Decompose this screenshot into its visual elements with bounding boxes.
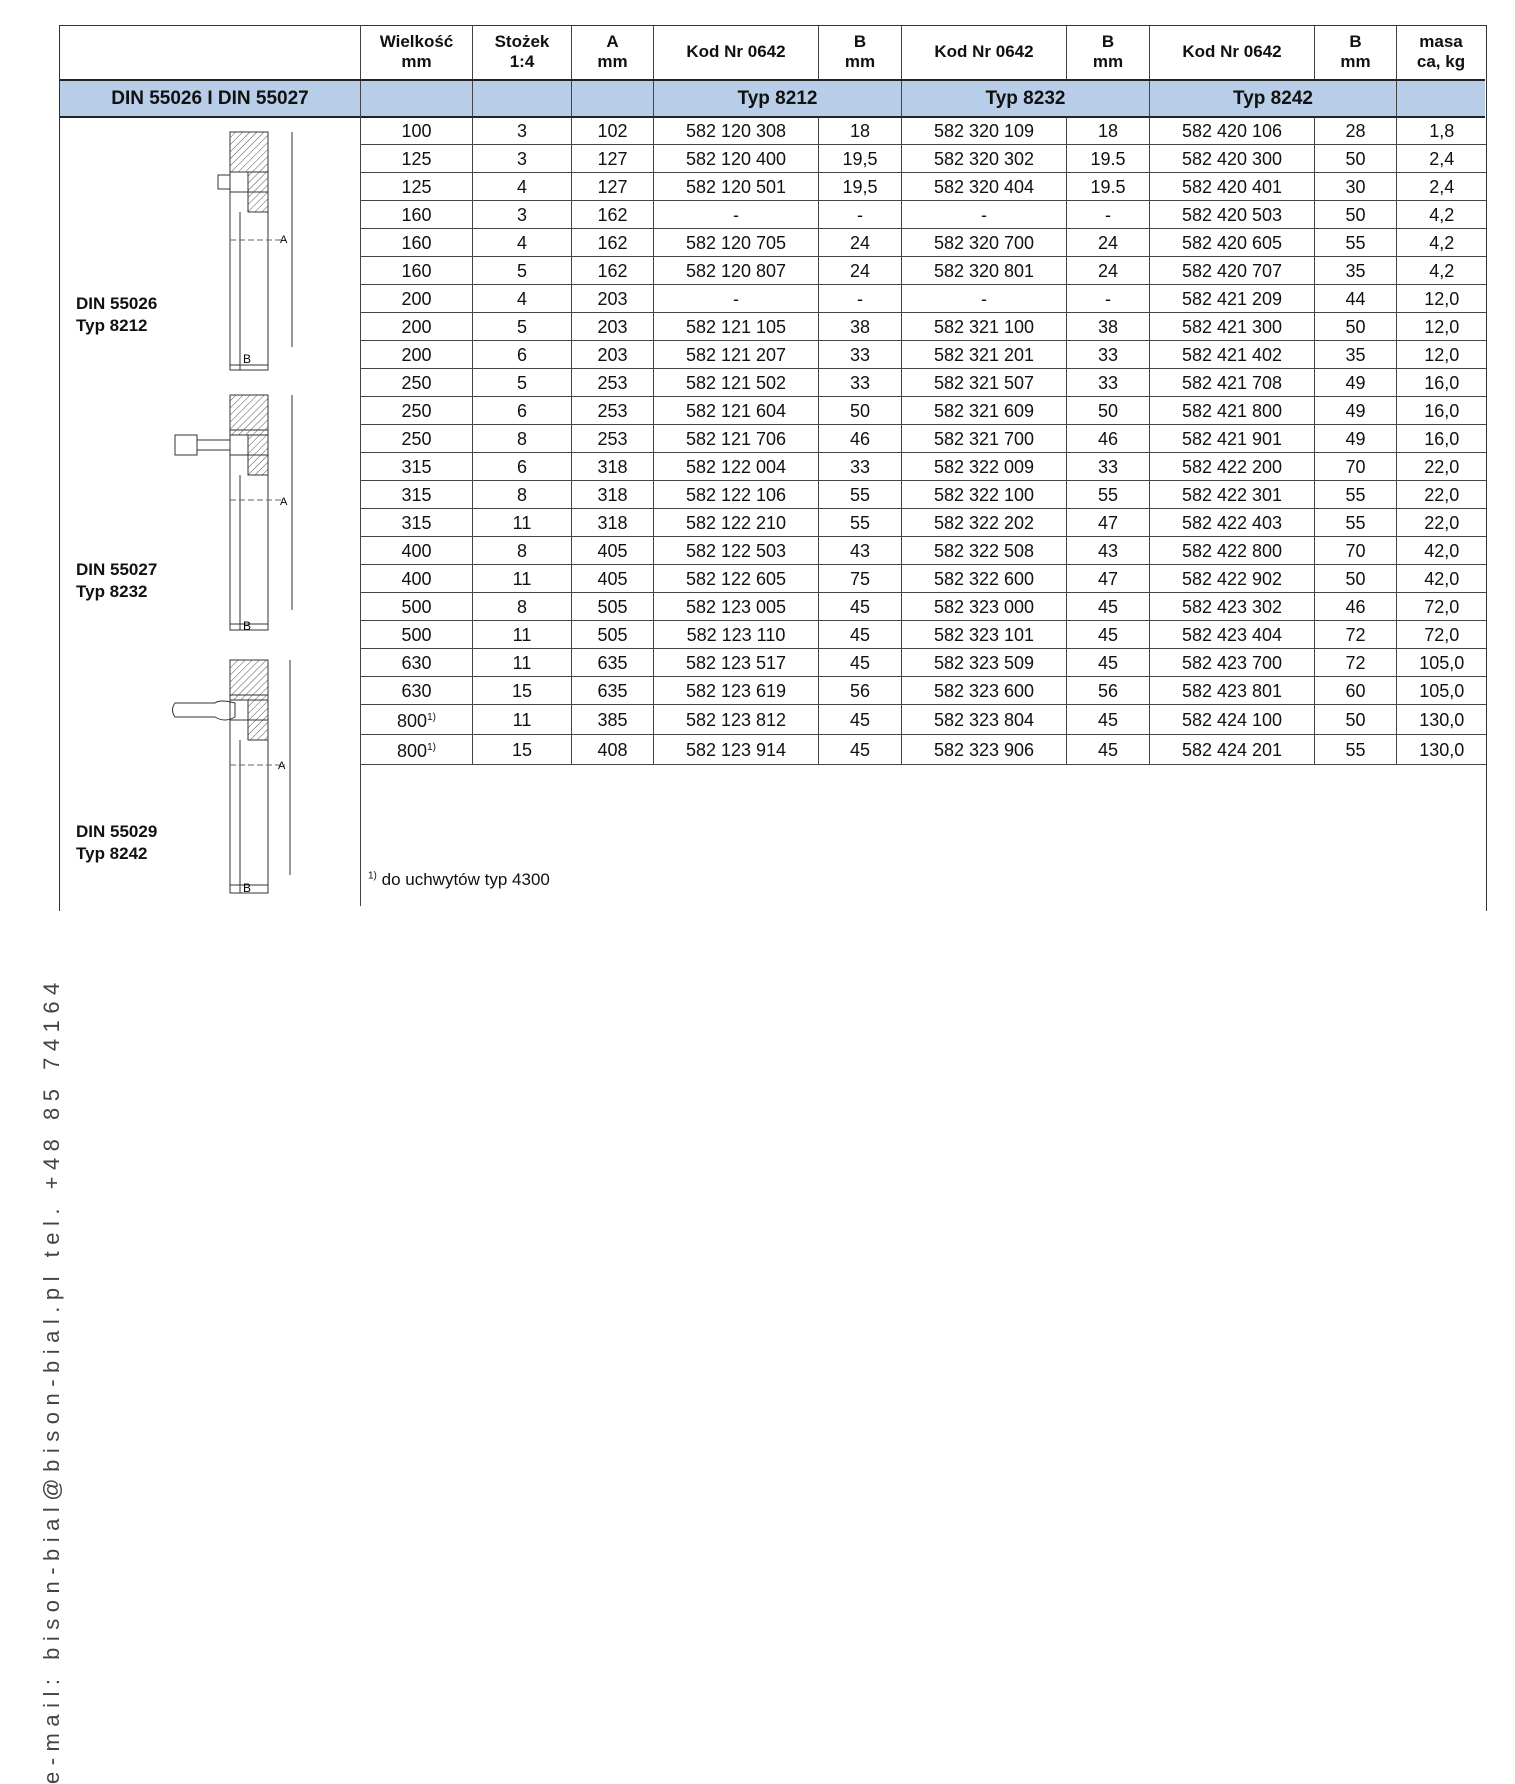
drawing-label-3: DIN 55029 Typ 8242 — [76, 822, 158, 863]
cell-size: 250 — [361, 397, 473, 425]
row-footnote-mark: 1) — [427, 742, 436, 753]
cell-a: 162 — [572, 257, 654, 285]
cell-code-8232: 582 323 101 — [902, 621, 1067, 649]
cell-a: 162 — [572, 229, 654, 257]
contact-side-text — [3, 0, 64, 1784]
header-size: Wielkość mm — [360, 25, 472, 79]
table-header — [60, 25, 1485, 81]
cell-code-8242: 582 422 902 — [1150, 565, 1315, 593]
band-empty — [1396, 81, 1485, 116]
cell-b-8242: 60 — [1315, 677, 1397, 705]
cell-a: 635 — [572, 677, 654, 705]
cell-b-8232: 50 — [1067, 397, 1150, 425]
cell-code-8212: 582 120 705 — [654, 229, 819, 257]
cell-a: 253 — [572, 425, 654, 453]
dim-a-1: A — [280, 234, 288, 246]
cell-b-8212: 19,5 — [819, 145, 902, 173]
cell-a: 253 — [572, 397, 654, 425]
cell-code-8212: 582 121 502 — [654, 369, 819, 397]
cell-a: 203 — [572, 341, 654, 369]
cell-code-8212: 582 123 914 — [654, 735, 819, 765]
cell-code-8232: 582 320 404 — [902, 173, 1067, 201]
cell-b-8232: 45 — [1067, 649, 1150, 677]
cell-code-8242: 582 422 301 — [1150, 481, 1315, 509]
table-row — [361, 735, 1487, 765]
cell-taper: 6 — [473, 397, 572, 425]
cell-code-8232: 582 322 600 — [902, 565, 1067, 593]
cell-mass: 16,0 — [1397, 425, 1487, 453]
cell-size: 125 — [361, 145, 473, 173]
cell-taper: 5 — [473, 257, 572, 285]
cell-b-8212: 56 — [819, 677, 902, 705]
cell-b-8242: 49 — [1315, 369, 1397, 397]
cell-code-8242: 582 421 209 — [1150, 285, 1315, 313]
cell-size: 100 — [361, 117, 473, 145]
cell-mass: 42,0 — [1397, 537, 1487, 565]
cell-size: 400 — [361, 537, 473, 565]
band-empty — [360, 81, 472, 116]
cell-b-8212: 50 — [819, 397, 902, 425]
cell-code-8242: 582 421 800 — [1150, 397, 1315, 425]
cell-b-8232: 24 — [1067, 229, 1150, 257]
header-taper: Stożek 1:4 — [472, 25, 571, 79]
cell-b-8232: 33 — [1067, 369, 1150, 397]
cell-size: 160 — [361, 257, 473, 285]
cell-b-8242: 44 — [1315, 285, 1397, 313]
cell-b-8212: 55 — [819, 509, 902, 537]
cell-mass: 4,2 — [1397, 257, 1487, 285]
cell-a: 405 — [572, 565, 654, 593]
cell-mass: 72,0 — [1397, 593, 1487, 621]
cell-a: 253 — [572, 369, 654, 397]
cell-a: 318 — [572, 453, 654, 481]
cell-code-8232: 582 323 906 — [902, 735, 1067, 765]
cell-b-8242: 30 — [1315, 173, 1397, 201]
flange-drawing-1 — [200, 125, 310, 375]
cell-size: 400 — [361, 565, 473, 593]
cell-b-8232: 45 — [1067, 735, 1150, 765]
band-empty — [571, 81, 653, 116]
cell-taper: 11 — [473, 509, 572, 537]
cell-b-8212: 33 — [819, 369, 902, 397]
cell-b-8212: 18 — [819, 117, 902, 145]
cell-code-8242: 582 423 801 — [1150, 677, 1315, 705]
cell-b-8212: 55 — [819, 481, 902, 509]
cell-taper: 15 — [473, 735, 572, 765]
cell-size: 200 — [361, 341, 473, 369]
cell-taper: 11 — [473, 565, 572, 593]
cell-taper: 11 — [473, 621, 572, 649]
cell-b-8212: 19,5 — [819, 173, 902, 201]
cell-mass: 22,0 — [1397, 453, 1487, 481]
cell-b-8212: 43 — [819, 537, 902, 565]
cell-mass: 16,0 — [1397, 369, 1487, 397]
cell-b-8232: 19.5 — [1067, 145, 1150, 173]
cell-a: 203 — [572, 313, 654, 341]
cell-size: 315 — [361, 453, 473, 481]
cell-b-8232: 55 — [1067, 481, 1150, 509]
table-row — [361, 621, 1487, 649]
cell-b-8242: 49 — [1315, 397, 1397, 425]
cell-code-8242: 582 421 708 — [1150, 369, 1315, 397]
cell-b-8212: 24 — [819, 229, 902, 257]
cell-b-8232: 56 — [1067, 677, 1150, 705]
table-row — [361, 397, 1487, 425]
cell-code-8242: 582 423 700 — [1150, 649, 1315, 677]
footnote-text: do uchwytów typ 4300 — [381, 870, 550, 889]
contact-text: e-mail: bison-bial@bison-bial.pl tel. +48 85 74164 — [39, 976, 64, 1784]
cell-mass: 72,0 — [1397, 621, 1487, 649]
cell-mass: 130,0 — [1397, 705, 1487, 735]
cell-a: 385 — [572, 705, 654, 735]
cell-code-8212: 582 121 604 — [654, 397, 819, 425]
flange-drawing-2 — [170, 390, 310, 640]
cell-code-8232: 582 320 801 — [902, 257, 1067, 285]
table-row — [361, 509, 1487, 537]
cell-b-8242: 50 — [1315, 565, 1397, 593]
cell-b-8212: 24 — [819, 257, 902, 285]
cell-b-8232: 45 — [1067, 593, 1150, 621]
table-row — [361, 537, 1487, 565]
table-row — [361, 229, 1487, 257]
cell-b-8212: - — [819, 201, 902, 229]
cell-taper: 8 — [473, 593, 572, 621]
cell-size: 315 — [361, 481, 473, 509]
cell-b-8232: 19.5 — [1067, 173, 1150, 201]
table-row — [361, 649, 1487, 677]
cell-taper: 3 — [473, 117, 572, 145]
table-row — [361, 341, 1487, 369]
dim-b-3: B — [243, 881, 252, 895]
type-band — [60, 81, 1485, 118]
table-row — [361, 565, 1487, 593]
cell-mass: 4,2 — [1397, 201, 1487, 229]
cell-code-8232: 582 321 507 — [902, 369, 1067, 397]
drawing-label-2: DIN 55027 Typ 8232 — [76, 560, 158, 601]
cell-b-8242: 72 — [1315, 621, 1397, 649]
band-type-3: Typ 8242 — [1149, 81, 1396, 116]
header-b-1: B mm — [818, 25, 901, 79]
header-a: A mm — [571, 25, 653, 79]
cell-a: 408 — [572, 735, 654, 765]
cell-taper: 8 — [473, 425, 572, 453]
cell-b-8242: 55 — [1315, 229, 1397, 257]
cell-code-8232: 582 322 009 — [902, 453, 1067, 481]
cell-code-8212: 582 121 207 — [654, 341, 819, 369]
header-code-2: Kod Nr 0642 — [901, 25, 1066, 79]
cell-b-8242: 35 — [1315, 257, 1397, 285]
cell-size: 500 — [361, 593, 473, 621]
cell-code-8212: 582 122 210 — [654, 509, 819, 537]
cell-mass: 22,0 — [1397, 481, 1487, 509]
cell-code-8212: 582 122 004 — [654, 453, 819, 481]
cell-b-8212: 33 — [819, 341, 902, 369]
cell-taper: 3 — [473, 201, 572, 229]
cell-mass: 16,0 — [1397, 397, 1487, 425]
cell-size: 200 — [361, 285, 473, 313]
cell-b-8242: 70 — [1315, 537, 1397, 565]
cell-code-8232: 582 320 109 — [902, 117, 1067, 145]
cell-mass: 12,0 — [1397, 341, 1487, 369]
cell-b-8212: 75 — [819, 565, 902, 593]
cell-code-8242: 582 422 200 — [1150, 453, 1315, 481]
table-row — [361, 173, 1487, 201]
cell-b-8232: 24 — [1067, 257, 1150, 285]
cell-size: 630 — [361, 677, 473, 705]
table-row — [361, 285, 1487, 313]
cell-code-8242: 582 424 100 — [1150, 705, 1315, 735]
cell-taper: 6 — [473, 341, 572, 369]
cell-b-8242: 50 — [1315, 705, 1397, 735]
cell-taper: 15 — [473, 677, 572, 705]
cell-size: 250 — [361, 369, 473, 397]
cell-code-8212: 582 123 110 — [654, 621, 819, 649]
cell-code-8232: 582 321 609 — [902, 397, 1067, 425]
cell-b-8242: 46 — [1315, 593, 1397, 621]
cell-code-8242: 582 421 402 — [1150, 341, 1315, 369]
header-mass: masa ca, kg — [1396, 25, 1485, 79]
cell-a: 635 — [572, 649, 654, 677]
cell-taper: 5 — [473, 313, 572, 341]
cell-code-8242: 582 423 302 — [1150, 593, 1315, 621]
cell-code-8212: 582 122 605 — [654, 565, 819, 593]
header-code-3: Kod Nr 0642 — [1149, 25, 1314, 79]
header-b-3: B mm — [1314, 25, 1396, 79]
band-standard: DIN 55026 I DIN 55027 — [111, 87, 309, 109]
cell-taper: 11 — [473, 705, 572, 735]
cell-mass: 12,0 — [1397, 285, 1487, 313]
cell-b-8232: 38 — [1067, 313, 1150, 341]
cell-code-8212: 582 122 503 — [654, 537, 819, 565]
cell-b-8242: 35 — [1315, 341, 1397, 369]
cell-b-8212: 45 — [819, 593, 902, 621]
cell-taper: 8 — [473, 481, 572, 509]
cell-code-8212: 582 123 812 — [654, 705, 819, 735]
cell-mass: 130,0 — [1397, 735, 1487, 765]
cell-b-8242: 50 — [1315, 313, 1397, 341]
cell-code-8232: 582 322 202 — [902, 509, 1067, 537]
header-b-2: B mm — [1066, 25, 1149, 79]
table-row — [361, 677, 1487, 705]
table-row — [361, 705, 1487, 735]
cell-code-8242: 582 423 404 — [1150, 621, 1315, 649]
row-footnote-mark: 1) — [427, 712, 436, 723]
dim-b-1: B — [243, 352, 252, 366]
cell-code-8232: - — [902, 285, 1067, 313]
cell-code-8242: 582 424 201 — [1150, 735, 1315, 765]
cell-b-8212: 33 — [819, 453, 902, 481]
cell-code-8212: 582 122 106 — [654, 481, 819, 509]
cell-size: 250 — [361, 425, 473, 453]
cell-size: 125 — [361, 173, 473, 201]
cell-code-8212: 582 120 501 — [654, 173, 819, 201]
cell-code-8212: 582 121 105 — [654, 313, 819, 341]
cell-mass: 105,0 — [1397, 649, 1487, 677]
cell-a: 127 — [572, 145, 654, 173]
cell-b-8232: 45 — [1067, 705, 1150, 735]
cell-a: 318 — [572, 481, 654, 509]
cell-code-8242: 582 420 401 — [1150, 173, 1315, 201]
cell-mass: 2,4 — [1397, 173, 1487, 201]
footnote — [368, 870, 550, 890]
band-empty — [472, 81, 571, 116]
cell-code-8212: 582 121 706 — [654, 425, 819, 453]
table-row — [361, 257, 1487, 285]
cell-a: 102 — [572, 117, 654, 145]
cell-b-8242: 55 — [1315, 481, 1397, 509]
cell-taper: 4 — [473, 285, 572, 313]
cell-b-8242: 55 — [1315, 509, 1397, 537]
cell-b-8242: 50 — [1315, 145, 1397, 173]
cell-mass: 2,4 — [1397, 145, 1487, 173]
cell-code-8242: 582 421 300 — [1150, 313, 1315, 341]
table-row — [361, 201, 1487, 229]
cell-code-8242: 582 422 800 — [1150, 537, 1315, 565]
cell-b-8212: 38 — [819, 313, 902, 341]
cell-code-8232: 582 323 509 — [902, 649, 1067, 677]
cell-a: 505 — [572, 593, 654, 621]
cell-a: 162 — [572, 201, 654, 229]
cell-a: 127 — [572, 173, 654, 201]
cell-a: 203 — [572, 285, 654, 313]
cell-code-8242: 582 420 605 — [1150, 229, 1315, 257]
dim-a-2: A — [280, 496, 288, 508]
data-table — [360, 117, 1487, 765]
cell-code-8212: 582 123 619 — [654, 677, 819, 705]
dim-a-3: A — [278, 760, 286, 772]
cell-b-8212: 45 — [819, 621, 902, 649]
cell-taper: 8 — [473, 537, 572, 565]
cell-b-8232: - — [1067, 285, 1150, 313]
cell-mass: 22,0 — [1397, 509, 1487, 537]
cell-code-8242: 582 421 901 — [1150, 425, 1315, 453]
header-code-1: Kod Nr 0642 — [653, 25, 818, 79]
cell-a: 318 — [572, 509, 654, 537]
cell-b-8232: 18 — [1067, 117, 1150, 145]
cell-b-8242: 70 — [1315, 453, 1397, 481]
cell-code-8242: 582 420 106 — [1150, 117, 1315, 145]
cell-code-8212: 582 120 400 — [654, 145, 819, 173]
cell-mass: 42,0 — [1397, 565, 1487, 593]
band-type-2: Typ 8232 — [901, 81, 1149, 116]
cell-size: 200 — [361, 313, 473, 341]
cell-size: 160 — [361, 201, 473, 229]
cell-b-8232: - — [1067, 201, 1150, 229]
cell-taper: 11 — [473, 649, 572, 677]
cell-b-8232: 47 — [1067, 565, 1150, 593]
cell-b-8242: 72 — [1315, 649, 1397, 677]
cell-code-8232: 582 323 804 — [902, 705, 1067, 735]
cell-b-8212: 45 — [819, 735, 902, 765]
cell-code-8212: - — [654, 201, 819, 229]
cell-b-8232: 43 — [1067, 537, 1150, 565]
cell-size: 315 — [361, 509, 473, 537]
cell-mass: 4,2 — [1397, 229, 1487, 257]
cell-code-8232: 582 323 000 — [902, 593, 1067, 621]
table-row — [361, 425, 1487, 453]
cell-code-8232: - — [902, 201, 1067, 229]
cell-b-8212: 45 — [819, 705, 902, 735]
cell-b-8212: 46 — [819, 425, 902, 453]
cell-size: 630 — [361, 649, 473, 677]
dim-b-2: B — [243, 619, 252, 633]
cell-size: 800$^{1)}$ — [361, 705, 473, 735]
cell-code-8232: 582 321 201 — [902, 341, 1067, 369]
table-row — [361, 593, 1487, 621]
cell-a: 405 — [572, 537, 654, 565]
cell-b-8232: 47 — [1067, 509, 1150, 537]
cell-size: 800$^{1)}$ — [361, 735, 473, 765]
cell-taper: 5 — [473, 369, 572, 397]
cell-a: 505 — [572, 621, 654, 649]
cell-code-8212: 582 120 807 — [654, 257, 819, 285]
footnote-mark: 1) — [368, 870, 377, 882]
table-row — [361, 313, 1487, 341]
cell-code-8212: - — [654, 285, 819, 313]
cell-code-8232: 582 321 100 — [902, 313, 1067, 341]
cell-b-8232: 45 — [1067, 621, 1150, 649]
cell-b-8242: 50 — [1315, 201, 1397, 229]
cell-code-8232: 582 322 508 — [902, 537, 1067, 565]
band-type-1: Typ 8212 — [653, 81, 901, 116]
drawing-label-1: DIN 55026 Typ 8212 — [76, 294, 158, 335]
cell-b-8212: 45 — [819, 649, 902, 677]
cell-code-8242: 582 420 503 — [1150, 201, 1315, 229]
table-row — [361, 453, 1487, 481]
cell-b-8212: - — [819, 285, 902, 313]
table-row — [361, 145, 1487, 173]
table-row — [361, 117, 1487, 145]
cell-code-8232: 582 320 302 — [902, 145, 1067, 173]
cell-code-8232: 582 322 100 — [902, 481, 1067, 509]
cell-taper: 6 — [473, 453, 572, 481]
cell-mass: 105,0 — [1397, 677, 1487, 705]
cell-mass: 1,8 — [1397, 117, 1487, 145]
cell-code-8212: 582 123 005 — [654, 593, 819, 621]
cell-size: 160 — [361, 229, 473, 257]
cell-size: 500 — [361, 621, 473, 649]
cell-taper: 3 — [473, 145, 572, 173]
cell-code-8212: 582 120 308 — [654, 117, 819, 145]
cell-code-8212: 582 123 517 — [654, 649, 819, 677]
cell-code-8232: 582 321 700 — [902, 425, 1067, 453]
cell-b-8232: 33 — [1067, 453, 1150, 481]
cell-code-8232: 582 320 700 — [902, 229, 1067, 257]
cell-code-8242: 582 420 300 — [1150, 145, 1315, 173]
cell-b-8242: 49 — [1315, 425, 1397, 453]
cell-code-8242: 582 422 403 — [1150, 509, 1315, 537]
cell-taper: 4 — [473, 229, 572, 257]
flange-drawing-3 — [165, 655, 310, 900]
cell-mass: 12,0 — [1397, 313, 1487, 341]
table-row — [361, 481, 1487, 509]
table-row — [361, 369, 1487, 397]
cell-b-8242: 55 — [1315, 735, 1397, 765]
cell-taper: 4 — [473, 173, 572, 201]
cell-b-8242: 28 — [1315, 117, 1397, 145]
cell-code-8232: 582 323 600 — [902, 677, 1067, 705]
cell-b-8232: 46 — [1067, 425, 1150, 453]
cell-b-8232: 33 — [1067, 341, 1150, 369]
cell-code-8242: 582 420 707 — [1150, 257, 1315, 285]
